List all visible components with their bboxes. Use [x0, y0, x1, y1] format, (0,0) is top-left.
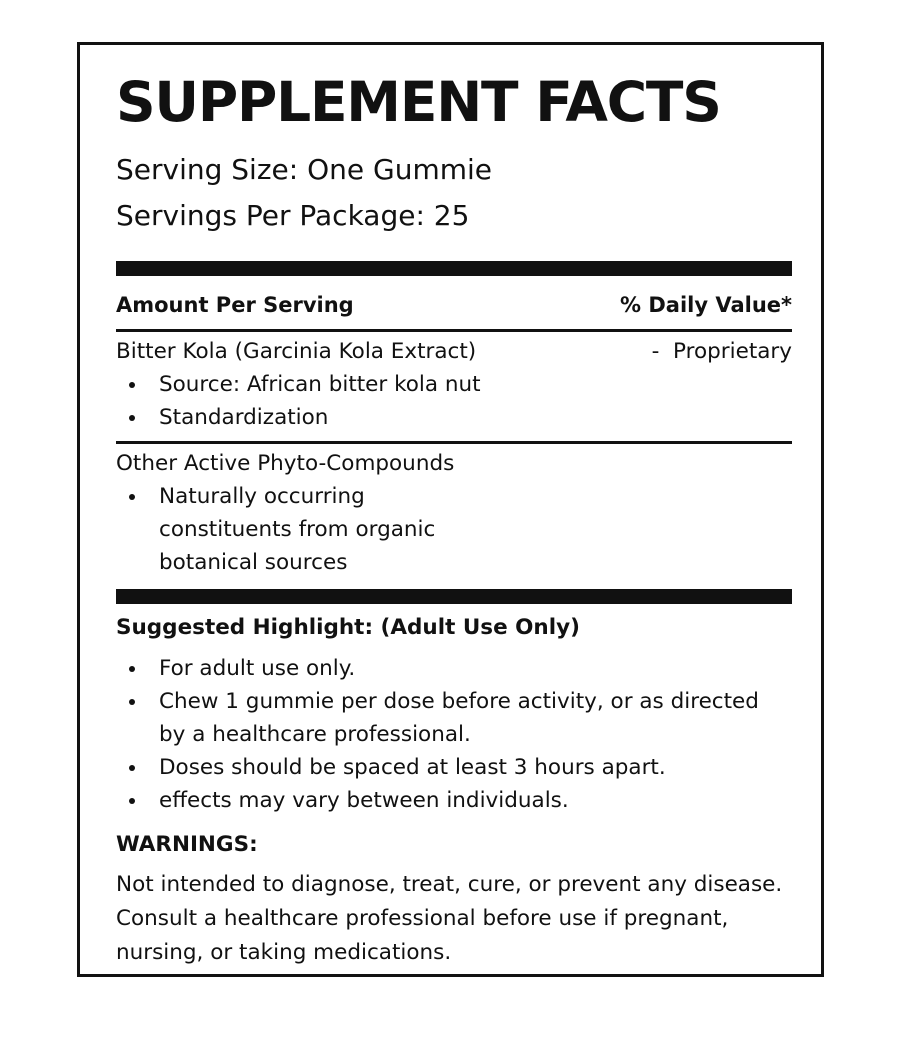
list-item-text: For adult use only. — [159, 656, 356, 681]
bullet-dot — [129, 382, 135, 388]
list-item-text: Source: African bitter kola nut — [159, 372, 481, 397]
bullet-dot — [129, 415, 135, 421]
supplement-facts-label — [77, 42, 824, 977]
serving-info — [116, 147, 792, 239]
list-item-text: Standardization — [159, 405, 329, 430]
thick-divider-bottom — [116, 589, 792, 604]
amount-header-row — [116, 282, 792, 328]
bullet-dot — [129, 666, 135, 672]
list-item — [116, 652, 792, 685]
ingredient-bullets — [116, 480, 792, 579]
list-item-text: Doses should be spaced at least 3 hours apart. — [159, 755, 666, 780]
ingredient-name: Other Active Phyto-Compounds — [116, 451, 455, 476]
list-item — [116, 685, 759, 751]
label-title: SUPPLEMENT FACTS — [116, 70, 721, 134]
list-item — [116, 368, 792, 401]
ingredient-row — [116, 447, 792, 480]
list-item — [116, 401, 792, 434]
suggested-bullets — [116, 652, 792, 817]
thick-divider-top — [116, 261, 792, 276]
warnings-text: Not intended to diagnose, treat, cure, or prevent any disease. Consult a healthcare professional before use if pregnant, nursing, or taking medications. — [116, 872, 783, 965]
amount-per-serving-label: Amount Per Serving — [116, 293, 354, 317]
list-item — [116, 784, 792, 817]
list-item-text: effects may vary between individuals. — [159, 788, 569, 813]
list-item — [116, 480, 489, 579]
ingredient-row — [116, 335, 792, 368]
bullet-dot — [129, 494, 135, 500]
ingredient-block — [116, 444, 792, 589]
list-item-text: Naturally occurring constituents from organic botanical sources — [159, 484, 436, 575]
warnings-heading: WARNINGS: — [116, 832, 258, 857]
serving-size: Serving Size: One Gummie — [116, 153, 493, 186]
suggested-heading: Suggested Highlight: (Adult Use Only) — [116, 615, 580, 640]
ingredient-block — [116, 332, 792, 441]
bullet-dot — [129, 798, 135, 804]
label-content — [116, 69, 792, 970]
list-item — [116, 751, 792, 784]
ingredient-name: Bitter Kola (Garcinia Kola Extract) — [116, 339, 477, 364]
bullet-dot — [129, 765, 135, 771]
daily-value-label: % Daily Value* — [620, 293, 792, 317]
bullet-dot — [129, 699, 135, 705]
ingredient-bullets — [116, 368, 792, 434]
list-item-text: Chew 1 gummie per dose before activity, or as directed by a healthcare professional. — [159, 689, 759, 747]
ingredient-daily-value: - Proprietary — [651, 339, 792, 364]
servings-per-package: Servings Per Package: 25 — [116, 199, 470, 232]
